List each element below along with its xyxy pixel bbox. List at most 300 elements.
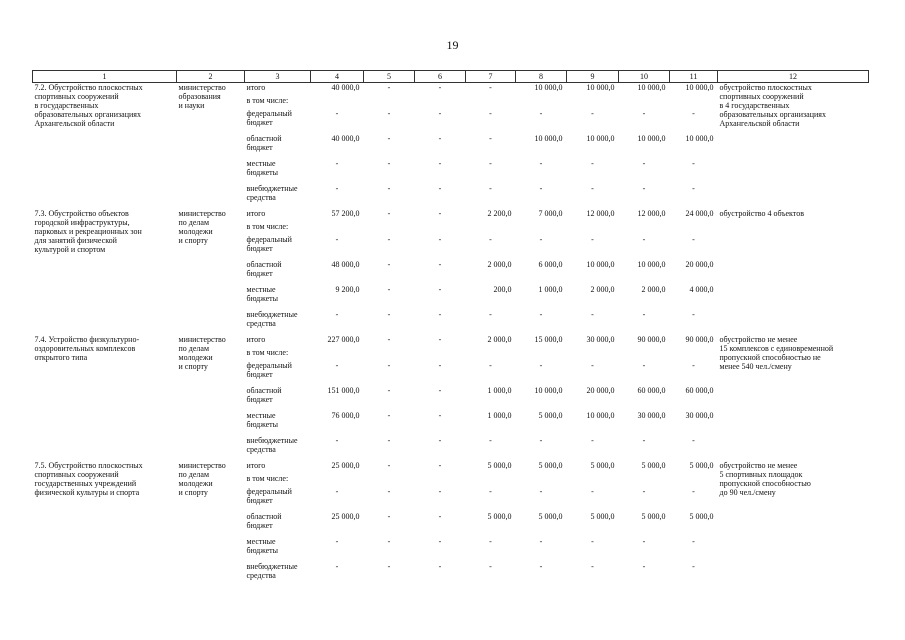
funding-source [245,134,311,159]
funding-source [245,562,311,587]
text-line: по делам [178,343,210,353]
amount-cell: 30 000,0 [586,334,615,344]
funding-source [245,310,311,335]
text-line: федеральный [246,360,292,370]
funding-source [245,436,311,461]
amount-cell: - [335,183,339,193]
funding-source [245,209,311,222]
text-line: в том числе: [246,347,289,357]
text-line: образования [178,92,221,101]
text-line: в государственных [34,101,99,110]
amount-cell: - [591,360,594,370]
text-line: молодежи [178,352,213,362]
amount-cell: - [591,183,594,193]
amount-cell: - [539,561,543,571]
text-line: бюджеты [246,545,279,555]
amount-cell: - [387,133,391,143]
text-line: в том числе: [246,95,289,105]
funding-source [245,386,311,411]
amount-cell: - [387,410,391,420]
amount-cell [466,474,516,487]
amount-cell: - [489,183,492,193]
expected-result [718,209,869,335]
text-line: до 90 чел./смену [719,487,776,497]
text-line: открытого типа [34,352,88,362]
table-row [33,335,869,348]
amount-cell: - [489,108,492,118]
funding-source [245,335,311,348]
responsible-executor [177,209,245,335]
amount-cell: - [591,309,594,319]
amount-cell: - [489,536,492,546]
amount-cell: - [438,334,442,344]
amount-cell: - [642,536,646,546]
column-number-7: 7 [466,71,516,83]
amount-cell: 25 000,0 [331,460,360,470]
amount-cell: 2 200,0 [487,208,512,218]
amount-cell: - [591,536,594,546]
text-line: менее 540 чел./смену [719,361,792,371]
amount-cell: 76 000,0 [331,410,360,420]
amount-cell: 5 000,0 [538,410,563,420]
amount-cell [619,348,670,361]
text-line: бюджет [246,268,273,278]
amount-cell [516,96,567,109]
funding-source [245,96,311,109]
column-number-6: 6 [415,71,466,83]
amount-cell [466,96,516,109]
expected-result [718,83,869,209]
amount-cell: - [539,234,543,244]
amount-cell: 60 000,0 [637,385,666,395]
page-number: 19 [446,38,459,52]
amount-cell: - [692,234,695,244]
funding-source [245,474,311,487]
table-row [33,83,869,96]
amount-cell: - [539,536,543,546]
amount-cell: 1 000,0 [487,385,512,395]
text-line: областной [246,511,282,521]
amount-cell [567,474,619,487]
amount-cell: - [387,108,391,118]
amount-cell [415,474,466,487]
text-line: местные [246,158,276,168]
amount-cell: - [489,234,492,244]
amount-cell: - [438,385,442,395]
amount-cell: - [539,435,543,445]
amount-cell: - [387,284,391,294]
text-line: местные [246,536,276,546]
text-line: образовательных организациях [34,110,141,119]
measure-name [33,209,177,335]
table-row [33,461,869,474]
amount-cell: 10 000,0 [637,133,666,143]
text-line: областной [246,133,282,143]
amount-cell: 2 000,0 [487,334,512,344]
text-line: оздоровительных комплексов [34,343,136,353]
amount-cell [466,222,516,235]
column-number-3: 3 [245,71,311,83]
text-line: государственных учреждений [34,478,137,488]
text-line: внебюджетные [246,435,298,445]
funding-source [245,109,311,134]
text-line: и спорту [178,235,208,245]
amount-cell: - [438,284,442,294]
amount-cell: - [692,183,695,193]
amount-cell [567,96,619,109]
amount-cell: 7 000,0 [538,208,563,218]
amount-cell: 25 000,0 [331,511,360,521]
amount-cell: 10 000,0 [586,410,615,420]
amount-cell: - [387,309,391,319]
measure-name [33,461,177,587]
amount-cell: - [335,234,339,244]
amount-cell: - [387,460,391,470]
funding-source [245,361,311,386]
amount-cell: 9 200,0 [335,284,360,294]
amount-cell: 15 000,0 [534,334,563,344]
amount-cell: 24 000,0 [685,208,714,218]
text-line: федеральный [246,486,292,496]
funding-source [245,235,311,260]
amount-cell: - [387,183,391,193]
amount-cell: - [335,158,339,168]
amount-cell: 60 000,0 [685,385,714,395]
responsible-executor [177,83,245,209]
amount-cell [364,474,415,487]
text-line: местные [246,284,276,294]
text-line: 5 спортивных площадок [719,469,803,479]
amount-cell: - [692,561,695,571]
amount-cell: 90 000,0 [637,334,666,344]
amount-cell: - [438,536,442,546]
funding-source [245,83,311,96]
amount-cell [670,96,718,109]
text-line: итого [246,208,266,218]
amount-cell: 90 000,0 [685,334,714,344]
column-number-10: 10 [619,71,670,83]
text-line: средства [246,192,276,202]
amount-cell: - [438,108,442,118]
funding-source [245,184,311,209]
text-line: федеральный [246,108,292,118]
amount-cell: 5 000,0 [689,511,714,521]
amount-cell [311,474,364,487]
amount-cell: - [438,133,442,143]
amount-cell: - [438,83,442,92]
text-line: областной [246,385,282,395]
amount-cell [364,96,415,109]
column-number-5: 5 [364,71,415,83]
amount-cell: - [438,259,442,269]
amount-cell [364,222,415,235]
text-line: городской инфраструктуры, [34,217,130,227]
text-line: спортивных сооружений [34,469,119,479]
amount-cell: - [438,208,442,218]
amount-cell: 10 000,0 [637,259,666,269]
amount-cell: 2 000,0 [590,284,615,294]
text-line: итого [246,83,266,92]
amount-cell: - [539,360,543,370]
amount-cell: - [539,309,543,319]
funding-source [245,487,311,512]
amount-cell: 10 000,0 [586,83,615,92]
amount-cell [619,222,670,235]
text-line: обустройство не менее [719,460,798,470]
amount-cell [567,348,619,361]
amount-cell: - [438,435,442,445]
text-line: итого [246,334,266,344]
responsible-executor [177,335,245,461]
amount-cell: 2 000,0 [641,284,666,294]
amount-cell [516,222,567,235]
amount-cell [567,222,619,235]
text-line: пропускной способностью [719,478,811,488]
amount-cell: - [387,360,391,370]
column-number-9: 9 [567,71,619,83]
amount-cell: - [335,360,339,370]
amount-cell: - [438,309,442,319]
amount-cell: - [591,234,594,244]
text-line: Архангельской области [719,119,800,128]
amount-cell: 40 000,0 [331,133,360,143]
measure-name [33,335,177,461]
amount-cell: 5 000,0 [641,460,666,470]
amount-cell: 12 000,0 [586,208,615,218]
text-line: бюджет [246,495,273,505]
text-line: бюджеты [246,419,279,429]
text-line: министерство [178,208,226,218]
amount-cell: 5 000,0 [590,460,615,470]
text-line: по делам [178,469,210,479]
text-line: бюджеты [246,293,279,303]
funding-source [245,411,311,436]
amount-cell: - [692,486,695,496]
amount-cell: - [642,435,646,445]
text-line: средства [246,318,276,328]
amount-cell [670,474,718,487]
text-line: 7.4. Устройство физкультурно- [34,334,140,344]
amount-cell: - [489,158,492,168]
amount-cell: - [591,561,594,571]
amount-cell [415,222,466,235]
amount-cell: - [489,486,492,496]
measure-name [33,83,177,209]
amount-cell: - [692,108,695,118]
amount-cell: - [438,486,442,496]
text-line: бюджет [246,117,273,127]
text-line: физической культуры и спорта [34,487,140,497]
amount-cell: - [387,234,391,244]
amount-cell: - [438,460,442,470]
amount-cell: 5 000,0 [487,511,512,521]
text-line: в том числе: [246,473,289,483]
text-line: для занятий физической [34,235,117,245]
amount-cell: 10 000,0 [534,385,563,395]
amount-cell: - [387,511,391,521]
text-line: и спорту [178,361,208,371]
text-line: образовательных организациях [719,110,826,119]
amount-cell: - [539,108,543,118]
amount-cell [415,348,466,361]
amount-cell: - [642,486,646,496]
column-number-8: 8 [516,71,567,83]
amount-cell [311,348,364,361]
amount-cell [619,474,670,487]
amount-cell: 10 000,0 [685,133,714,143]
text-line: бюджет [246,142,273,152]
amount-cell: - [642,561,646,571]
text-line: федеральный [246,234,292,244]
amount-cell: 30 000,0 [685,410,714,420]
amount-cell: - [489,435,492,445]
amount-cell: 40 000,0 [331,83,360,92]
text-line: министерство [178,460,226,470]
table-row [33,209,869,222]
text-line: бюджет [246,369,273,379]
amount-cell [364,348,415,361]
funding-source [245,512,311,537]
amount-cell: - [692,309,695,319]
funding-source [245,285,311,310]
text-line: бюджет [246,520,273,530]
text-line: культурой и спортом [34,244,106,254]
amount-cell: 12 000,0 [637,208,666,218]
amount-cell: 20 000,0 [586,385,615,395]
amount-cell: - [438,511,442,521]
amount-cell [670,348,718,361]
text-line: внебюджетные [246,183,298,193]
amount-cell: 10 000,0 [534,133,563,143]
funding-source [245,260,311,285]
text-line: обустройство не менее [719,334,798,344]
text-line: молодежи [178,226,213,236]
text-line: по делам [178,217,210,227]
amount-cell: - [692,360,695,370]
amount-cell: 5 000,0 [689,460,714,470]
amount-cell: - [335,435,339,445]
amount-cell: 5 000,0 [487,460,512,470]
amount-cell: - [438,183,442,193]
column-number-2: 2 [177,71,245,83]
amount-cell: 20 000,0 [685,259,714,269]
text-line: в том числе: [246,221,289,231]
amount-cell: - [438,158,442,168]
amount-cell [311,222,364,235]
amount-cell: 1 000,0 [538,284,563,294]
text-line: 7.3. Обустройство объектов [34,208,129,218]
table-body [33,83,869,587]
amount-cell: - [489,309,492,319]
amount-cell: - [335,309,339,319]
amount-cell [311,96,364,109]
column-number-12: 12 [718,71,869,83]
text-line: 7.2. Обустройство плоскостных [34,83,143,92]
text-line: обустройство плоскостных [719,83,812,92]
text-line: обустройство 4 объектов [719,208,804,218]
amount-cell: - [692,435,695,445]
amount-cell [466,348,516,361]
column-number-4: 4 [311,71,364,83]
text-line: спортивных сооружений [34,92,119,101]
text-line: бюджеты [246,167,279,177]
amount-cell: 5 000,0 [590,511,615,521]
amount-cell: 10 000,0 [685,83,714,92]
amount-cell [415,96,466,109]
amount-cell: - [387,536,391,546]
amount-cell: - [387,83,391,92]
amount-cell: - [438,561,442,571]
amount-cell: - [539,158,543,168]
text-line: и спорту [178,487,208,497]
amount-cell: - [387,334,391,344]
text-line: парковых и рекреационных зон [34,226,142,236]
amount-cell: - [438,410,442,420]
funding-source [245,537,311,562]
amount-cell: - [335,561,339,571]
amount-cell: - [335,536,339,546]
amount-cell: 10 000,0 [637,83,666,92]
amount-cell: 57 200,0 [331,208,360,218]
text-line: пропускной способностью не [719,352,821,362]
text-line: внебюджетные [246,561,298,571]
text-line: средства [246,570,276,580]
amount-cell: - [335,108,339,118]
amount-cell [516,474,567,487]
amount-cell: - [489,561,492,571]
text-line: в 4 государственных [719,101,790,110]
amount-cell: - [335,486,339,496]
amount-cell: - [591,486,594,496]
amount-cell: 5 000,0 [641,511,666,521]
text-line: спортивных сооружений [719,92,804,101]
amount-cell [619,96,670,109]
responsible-executor [177,461,245,587]
amount-cell: 10 000,0 [586,259,615,269]
amount-cell: - [642,309,646,319]
amount-cell: 5 000,0 [538,460,563,470]
amount-cell [516,348,567,361]
amount-cell: - [642,183,646,193]
amount-cell: - [591,108,594,118]
amount-cell: - [642,158,646,168]
column-number-1: 1 [33,71,177,83]
text-line: Архангельской области [34,119,115,128]
amount-cell: 1 000,0 [487,410,512,420]
column-number-row [33,71,869,83]
text-line: областной [246,259,282,269]
amount-cell: - [692,536,695,546]
amount-cell: 48 000,0 [331,259,360,269]
amount-cell: - [642,108,646,118]
amount-cell: - [438,234,442,244]
expected-result [718,461,869,587]
amount-cell: - [387,158,391,168]
text-line: местные [246,410,276,420]
amount-cell: 5 000,0 [538,511,563,521]
text-line: 15 комплексов с единовременной [719,343,834,353]
amount-cell [670,222,718,235]
amount-cell: - [387,435,391,445]
amount-cell: - [387,561,391,571]
column-number-11: 11 [670,71,718,83]
amount-cell: - [387,259,391,269]
text-line: бюджет [246,394,273,404]
text-line: бюджет [246,243,273,253]
amount-cell: - [489,83,492,92]
funding-source [245,222,311,235]
amount-cell: 30 000,0 [637,410,666,420]
